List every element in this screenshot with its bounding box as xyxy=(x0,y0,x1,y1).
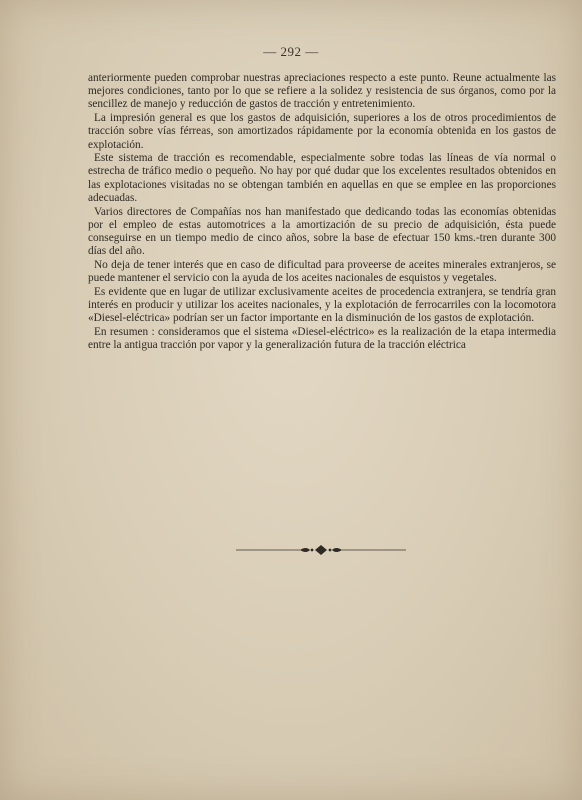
paragraph-4: Varios directores de Compañías nos han manifestado que dedicando todas las economías obtenidas por el empleo de estas automotrices a la amortización de su precio de adquisición, ésta puede conseguirse en un tiempo medio de cinco años, sobre la base de efectuar 150 kms.-tren durante 300 días del año. xyxy=(88,205,556,258)
paragraph-7: En resumen : consideramos que el sistema «Diesel-eléctrico» es la realización de la etapa intermedia entre la antigua tracción por vapor y la generalización futura de la tracción eléctrica xyxy=(88,325,556,352)
paragraph-5: No deja de tener interés que en caso de dificultad para proveerse de aceites minerales extranjeros, se puede mantener el servicio con la ayuda de los aceites nacionales de esquistos y vegetales. xyxy=(88,258,556,285)
ornament-divider xyxy=(236,543,406,557)
paragraph-2: La impresión general es que los gastos de adquisición, superiores a los de otros procedimientos de tracción sobre vías férreas, son amortizados rápidamente por la economía obtenida en los gastos de explotación. xyxy=(88,112,556,151)
body-text xyxy=(88,72,556,353)
paragraph-1: anteriormente pueden comprobar nuestras apreciaciones respecto a este punto. Reune actualmente las mejores condiciones, tanto por lo que se refiere a la solidez y resistencia de sus órganos, como por la sencillez de manejo y reducción de gastos de tracción y entretenimiento. xyxy=(88,72,556,111)
paragraph-6: Es evidente que en lugar de utilizar exclusivamente aceites de procedencia extranjera, se tendría gran interés en producir y utilizar los aceites nacionales, y la explotación de ferrocarriles con la locomotora «Diesel-eléctrica» podrían ser un factor importante en la disminución de los gastos de explotación. xyxy=(88,285,556,325)
page-number: — 292 — xyxy=(263,44,319,59)
paragraph-3: Este sistema de tracción es recomendable, especialmente sobre todas las líneas de vía normal o estrecha de tráfico medio o pequeño. No hay por qué dudar que los excelentes resultados obtenidos en las explotaciones visitadas no se obtengan también en aquellas en que se emplee en las proporciones adecuadas. xyxy=(88,152,556,204)
